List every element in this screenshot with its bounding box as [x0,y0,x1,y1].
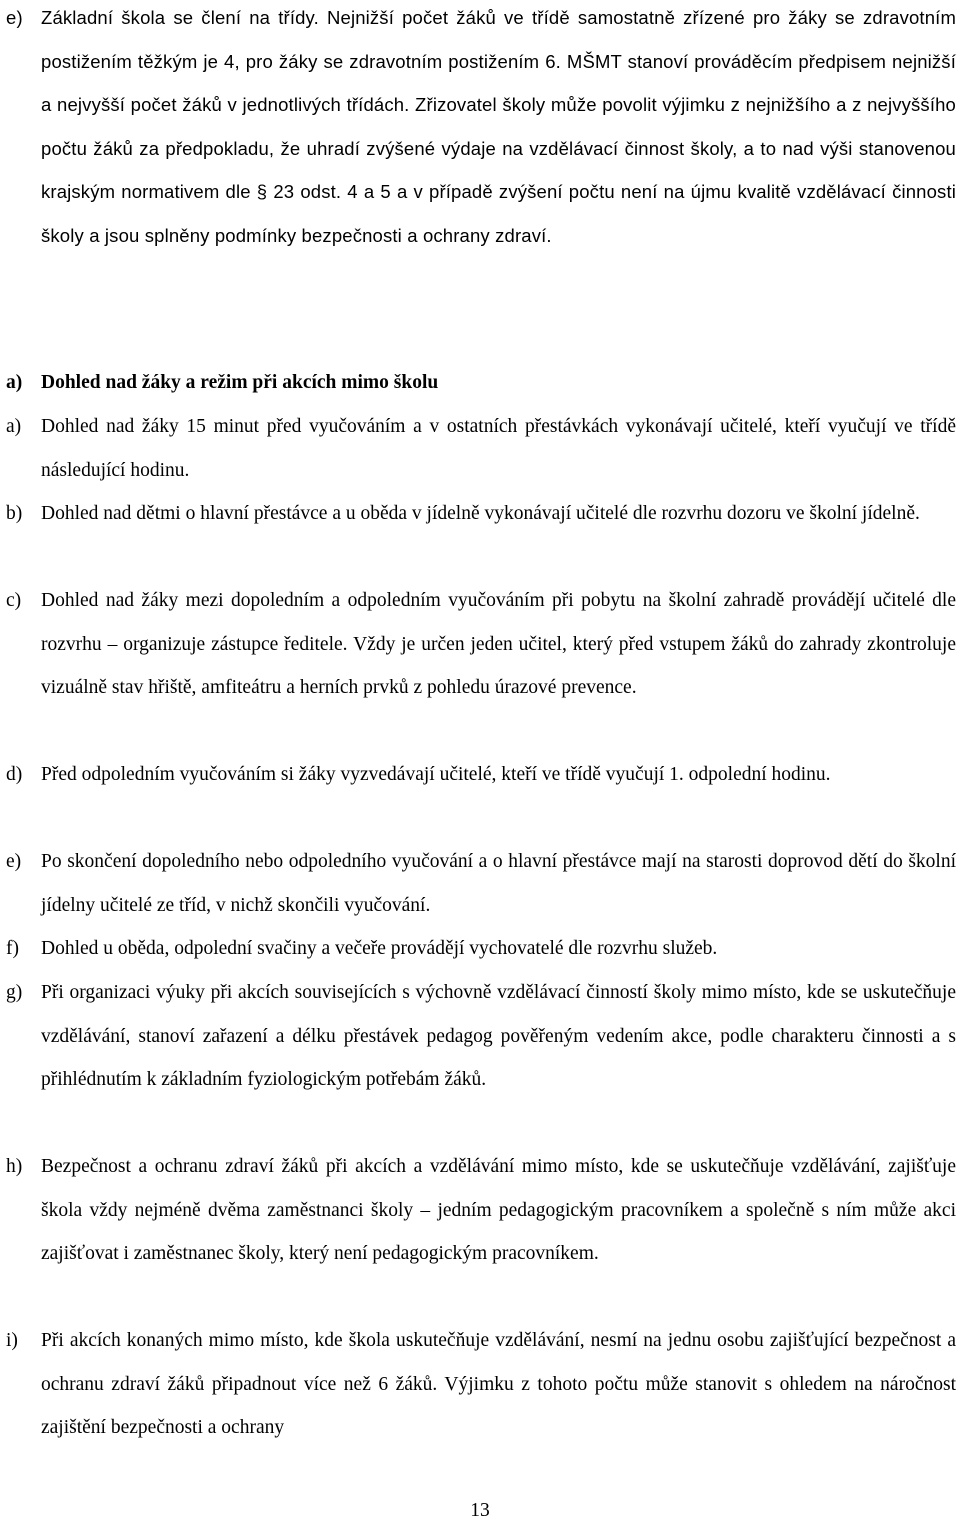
list-item-a [6,405,956,492]
list-marker: c) [6,590,22,611]
list-item-d [6,753,956,797]
list-marker: h) [6,1156,23,1177]
list-marker: f) [6,938,19,959]
list-item-text: Při organizaci výuky při akcích souvisejících s výchovně vzdělávací činností školy mimo místo, kde se uskutečňuje vzdělávání, stanoví zařazení a délku přestávek pedagog pověřeným vedením akce, podle charakteru činnosti a s přihlédnutím k základním fyziologickým potřebám žáků. [41,982,956,1090]
list-item-text: Bezpečnost a ochranu zdraví žáků při akcích a vzdělávání mimo místo, kde se uskutečňuje vzdělávání, zajišťuje škola vždy nejméně dvěma zaměstnanci školy – jedním pedagogickým pracovníkem a společně s ním může akci zajišťovat i zaměstnanec školy, který není pedagogickým pracovníkem. [41,1156,956,1264]
list-marker: b) [6,503,23,524]
list-item-text: Dohled u oběda, odpolední svačiny a večeře provádějí vychovatelé dle rozvrhu služeb. [41,938,718,959]
list-item-i [6,1319,956,1450]
list-item-c [6,579,956,710]
list-marker: g) [6,982,23,1003]
list-marker: d) [6,764,23,785]
list-item-b [6,492,956,536]
list-marker: a) [6,416,22,437]
list-marker: i) [6,1330,18,1351]
section-marker: a) [6,372,23,393]
list-item-f [6,927,956,971]
list-item-text: Dohled nad žáky 15 minut před vyučováním a v ostatních přestávkách vykonávají učitelé, kteří vyučují ve třídě následující hodinu. [41,416,956,481]
list-marker: e) [6,851,22,872]
list-item-text: Po skončení dopoledního nebo odpoledního vyučování a o hlavní přestávce mají na starosti doprovod dětí do školní jídelny učitelé ze tříd, v nichž skončili vyučování. [41,851,956,916]
list-item-text: Před odpoledním vyučováním si žáky vyzvedávají učitelé, kteří ve třídě vyučují 1. odpolední hodinu. [41,764,831,785]
list-item-text: Při akcích konaných mimo místo, kde škola uskutečňuje vzdělávání, nesmí na jednu osobu zajišťující bezpečnost a ochranu zdraví žáků připadnout více než 6 žáků. Výjimku z tohoto počtu může stanovit s ohledem na náročnost zajištění bezpečnosti a ochrany [41,1330,956,1438]
section-title: Dohled nad žáky a režim při akcích mimo školu [41,372,439,393]
list-item-h [6,1145,956,1276]
list-item-text: Základní škola se člení na třídy. Nejnižší počet žáků ve třídě samostatně zřízené pro žáky se zdravotním postižením těžkým je 4, pro žáky se zdravotním postižením 6. MŠMT stanoví prováděcím předpisem nejnižší a nejvyšší počet žáků v jednotlivých třídách. Zřizovatel školy může povolit výjimku z nejnižšího a z nejvyššího počtu žáků za předpokladu, že uhradí zvýšené výdaje na vzdělávací činnost školy, a to nad výši stanovenou krajským normativem dle § 23 odst. 4 a 5 a v případě zvýšení počtu není na újmu kvalitě vzdělávací činnosti školy a jsou splněny podmínky bezpečnosti a ochrany zdraví. [41,7,956,246]
section-heading [6,361,956,405]
list-item-text: Dohled nad žáky mezi dopoledním a odpoledním vyučováním při pobytu na školní zahradě provádějí učitelé dle rozvrhu – organizuje zástupce ředitele. Vždy je určen jeden učitel, který před vstupem žáků do zahrady zkontroluje vizuálně stav hřiště, amfiteátru a herních prvků z pohledu úrazové prevence. [41,590,956,698]
page-number: 13 [470,1500,490,1521]
list-item-top-e [6,0,956,257]
list-marker: e) [6,7,23,28]
list-item-text: Dohled nad dětmi o hlavní přestávce a u oběda v jídelně vykonávají učitelé dle rozvrhu dozoru ve školní jídelně. [41,503,920,524]
list-item-e [6,840,956,927]
list-item-g [6,971,956,1102]
